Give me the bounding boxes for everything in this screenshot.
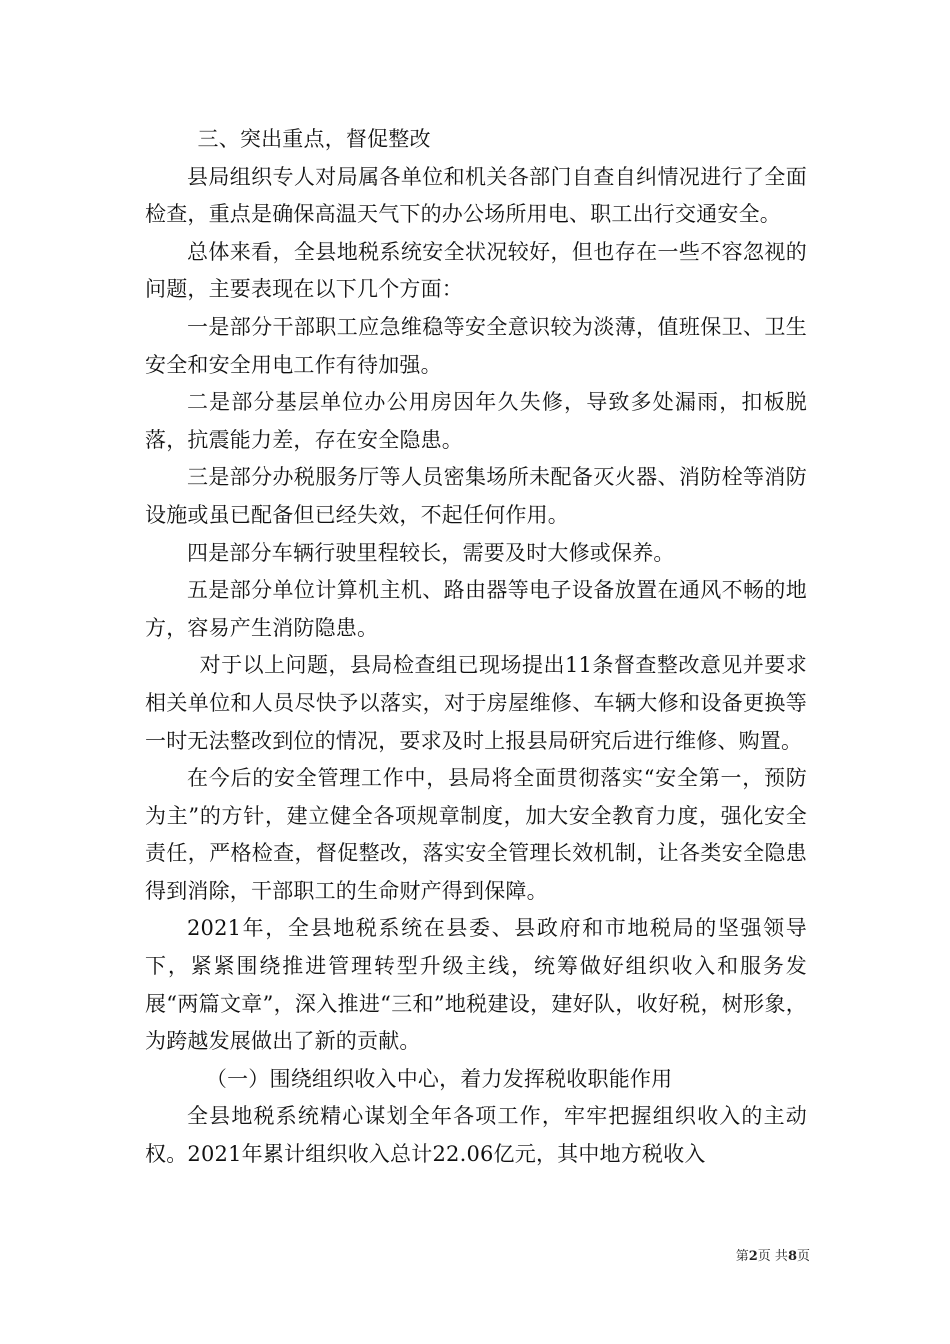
paragraph-issue-1: 一是部分干部职工应急维稳等安全意识较为淡薄，值班保卫、卫生安全和安全用电工作有待加强。 — [145, 314, 807, 377]
paragraph-revenue: 全县地税系统精心谋划全年各项工作，牢牢把握组织收入的主动权。2021年累计组织收入总计22.06亿元，其中地方税收入 — [145, 1104, 807, 1167]
paragraph-issue-3: 三是部分办税服务厅等人员密集场所未配备灭火器、消防栓等消防设施或虽已配备但已经失效，不起任何作用。 — [145, 465, 807, 527]
footer-suffix: 页 — [796, 1249, 810, 1264]
current-page-number: 2 — [748, 1249, 758, 1264]
total-pages-number: 8 — [787, 1249, 797, 1264]
paragraph-issue-5: 五是部分单位计算机主机、路由器等电子设备放置在通风不畅的地方，容易产生消防隐患。 — [145, 578, 807, 640]
paragraph-rectification: 对于以上问题，县局检查组已现场提出11条督查整改意见并要求相关单位和人员尽快予以落实，对于房屋维修、车辆大修和设备更换等一时无法整改到位的情况，要求及时上报县局研究后进行维修、购置。 — [145, 653, 807, 753]
sub-heading-1: （一）围绕组织收入中心，着力发挥税收职能作用 — [205, 1066, 673, 1091]
paragraph-overview: 总体来看，全县地税系统安全状况较好，但也存在一些不容忽视的问题，主要表现在以下几个方面： — [145, 239, 807, 302]
paragraph-inspection: 县局组织专人对局属各单位和机关各部门自查自纠情况进行了全面检查，重点是确保高温天气下的办公场所用电、职工出行交通安全。 — [145, 164, 807, 227]
paragraph-future-work: 在今后的安全管理工作中，县局将全面贯彻落实“安全第一，预防为主”的方针，建立健全各项规章制度，加大安全教育力度，强化安全责任，严格检查，督促整改，落实安全管理长效机制，让各类安全隐患得到消除，干部职工的生命财产得到保障。 — [145, 766, 807, 903]
paragraph-issue-2: 二是部分基层单位办公用房因年久失修，导致多处漏雨，扣板脱落，抗震能力差，存在安全隐患。 — [145, 390, 807, 452]
footer-middle: 页 共 — [757, 1249, 788, 1264]
page-number-footer — [700, 1248, 810, 1266]
paragraph-2021-summary: 2021年，全县地税系统在县委、县政府和市地税局的坚强领导下，紧紧围绕推进管理转型升级主线，统筹做好组织收入和服务发展“两篇文章”，深入推进“三和”地税建设，建好队，收好税，树形象，为跨越发展做出了新的贡献。 — [145, 916, 807, 1054]
footer-prefix: 第 — [735, 1249, 749, 1264]
section-heading-3: 三、突出重点，督促整改 — [197, 127, 431, 151]
document-body — [145, 121, 807, 1174]
paragraph-issue-4: 四是部分车辆行驶里程较长，需要及时大修或保养。 — [187, 540, 675, 565]
